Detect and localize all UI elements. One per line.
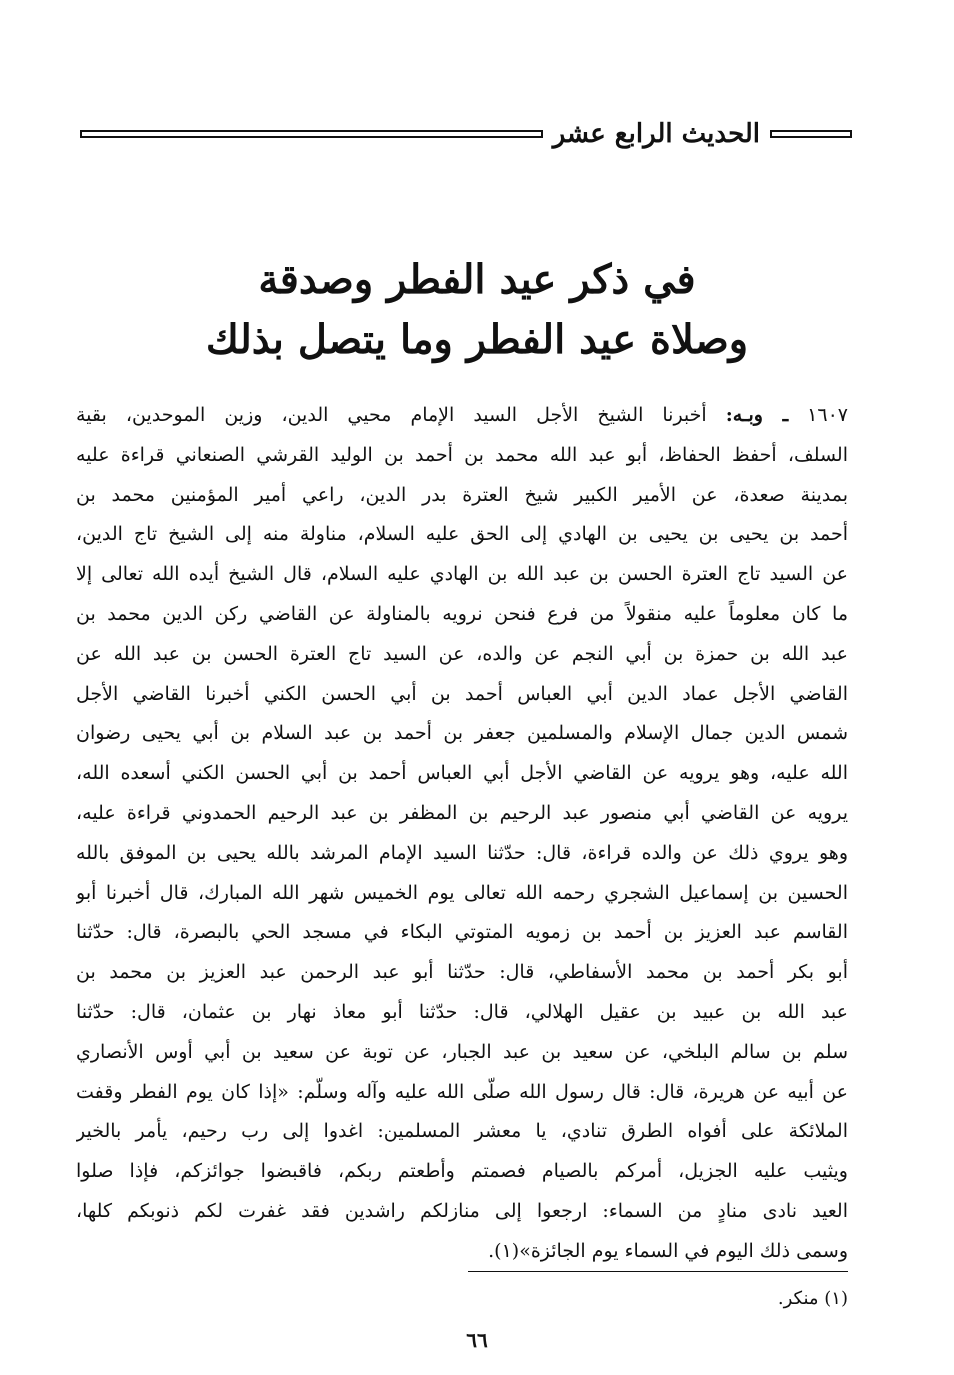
text-line: القاضي الأجل عماد الدين أبي العباس أحمد بن أبي الحسن الكني أخبرنا القاضي الأجل [76,682,848,705]
text-line: يرويه عن القاضي أبي منصور عبد الرحيم بن المظفر بن عبد الرحيم الحمدوني قراءة عليه، [76,801,848,824]
text-line: الملائكة على أفواه الطرق تنادي، يا معشر المسلمين: اغدوا إلى رب رحيم، يأمر بالخير [76,1120,848,1143]
text-line: عن أبيه عن هريرة، قال: قال رسول الله صلّى الله عليه وآله وسلّم: «إذا كان يوم الفطر وقفت [76,1080,848,1103]
text-line: عبد الله بن حمزة بن أبي النجم عن والده، عن السيد تاج العترة الحسن بن عبد الله عن [76,642,848,665]
header-rule-right [770,130,852,138]
text-line: وسمى ذلك اليوم في السماء يوم الجائزة»(١). [488,1239,848,1262]
page-number: ٦٦ [466,1328,488,1352]
text-line: شمس الدين جمال الإسلام والمسلمين جعفر بن أحمد بن عبد السلام بن أبي يحيى رضوان [76,722,848,745]
text-line: بمدينة صعدة، عن الأمير الكبير شيخ العترة بدر الدين، راعي أمير المؤمنين محمد بن [76,483,848,506]
section-title-line-2: وصلاة عيد الفطر وما يتصل بذلك [205,316,749,363]
footnote-divider [468,1271,848,1272]
section-title [150,250,804,370]
section-title-line-1: في ذكر عيد الفطر وصدقة [258,256,696,303]
chapter-title: الحديث الرابع عشر [552,119,760,149]
text-line-1-body: أخبرنا الشيخ الأجل السيد الإمام محيي الدين، وزين الموحدين، بقية [76,404,707,426]
chapter-header [80,112,852,156]
narrator-prefix: ـ وبـه: [725,404,789,426]
text-line-1 [76,396,848,436]
text-line: عن السيد تاج العترة الحسن بن عبد الله بن الهادي عليه السلام، قال الشيخ أيده الله تعالى إلا [76,563,848,586]
text-line: سلم بن سالم البلخي، عن سعيد بن عبد الجبار، عن توبة عن سعيد بن أبي أوس الأنصاري [76,1040,848,1063]
hadith-number: ١٦٠٧ [807,404,848,426]
text-line: الله عليه، وهو يرويه عن القاضي الأجل أبي العباس أحمد بن أبي الحسن الكني أسعده الله، [76,762,848,785]
text-line: أبو بكر أحمد بن محمد الأسفاطي، قال: حدّثنا أبو عبد الرحمن عبد العزيز بن محمد بن [76,961,848,984]
text-line: ما كان معلوماً عليه منقولاً من فرع فنحن نرويه بالمناولة عن القاضي ركن الدين محمد بن [76,602,848,625]
text-line: العيد نادى منادٍ من السماء: ارجعوا إلى منازلكم راشدين فقد غفرت لكم ذنوبكم كلها، [76,1199,848,1222]
hadith-text [76,396,848,1272]
text-line: الحسين بن إسماعيل الشجري رحمه الله تعالى يوم الخميس شهر الله المبارك، قال أخبرنا أبو [76,881,848,904]
text-line: أحمد بن يحيى بن يحيى بن الهادي إلى الحق عليه السلام، مناولة منه إلى الشيخ تاج الدين، [76,523,848,546]
text-line: وهو يروي ذلك عن والده قراءة، قال: حدّثنا السيد الإمام المرشد بالله يحيى بن الموفق بالله [76,841,848,864]
text-line: عبد الله بن عبيد بن عقيل الهلالي، قال: حدّثنا أبو معاذ نهار بن عثمان، قال: حدّثنا [76,1000,848,1023]
footnote-1: (١) منكر. [777,1288,848,1309]
text-line: القاسم عبد العزيز بن أحمد بن زمويه المتوتي البكاء في مسجد الحي بالبصرة، قال: حدّثنا [76,921,848,944]
text-line: ويثيب عليه الجزيل، أمركم بالصيام فصمتم وأطعتم ربكم، فاقبضوا جوائزكم، فإذا صلوا [76,1160,848,1183]
header-rule-left [80,130,543,138]
text-line: السلف، أحفظ الحفاظ، أبو عبد الله محمد بن أحمد بن الوليد القرشي الصنعاني قراءة عليه [76,443,848,466]
